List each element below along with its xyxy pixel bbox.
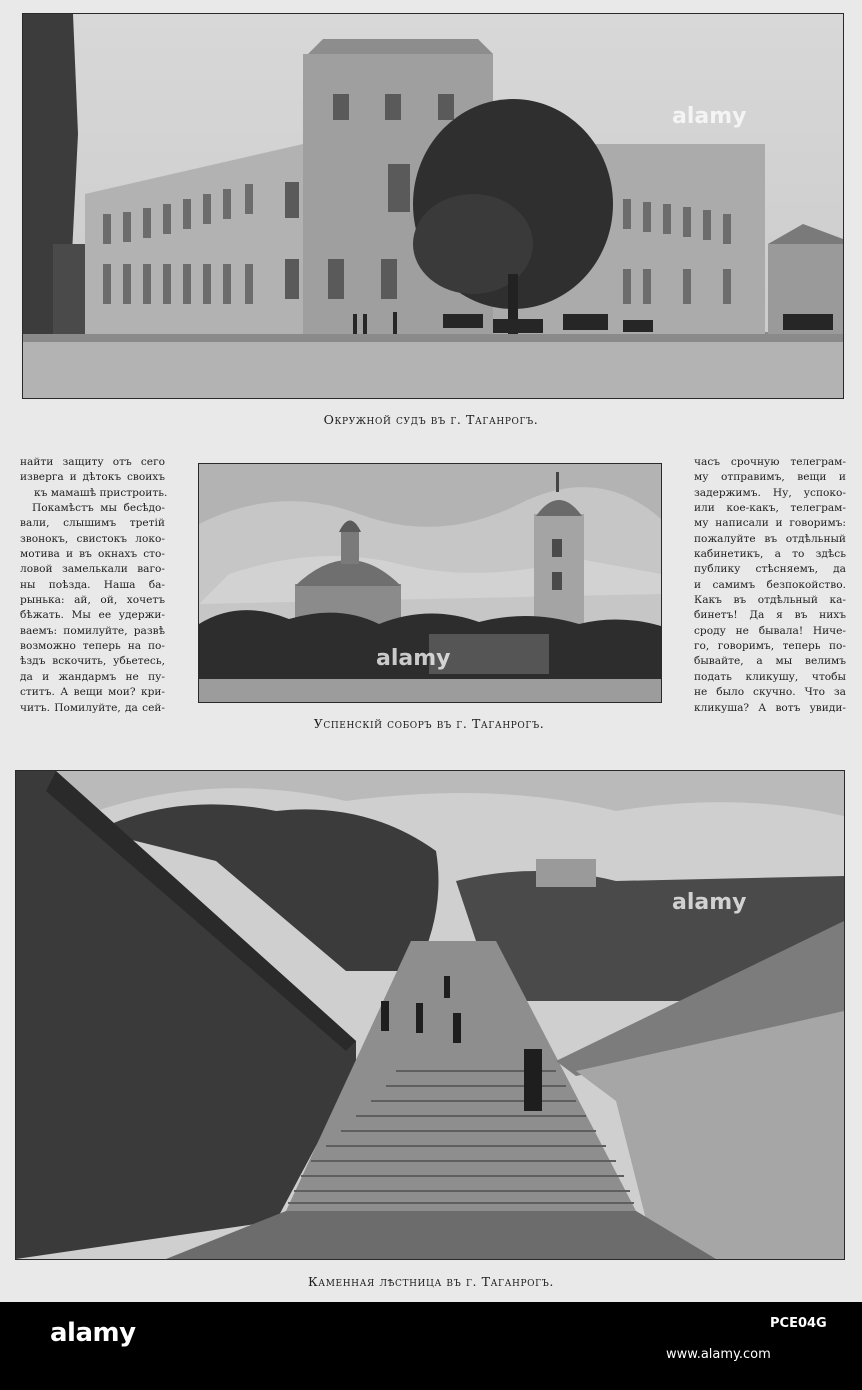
alamy-logo: alamy [50, 1318, 136, 1348]
text-line: публику стѣсняемъ, да [694, 563, 846, 576]
caption-district-court: Окружной судъ въ г. Таганрогъ. [323, 412, 539, 427]
text-line: бывайте, а мы велимъ [694, 655, 846, 668]
image-id: PCE04G [770, 1316, 827, 1331]
text-line: Какъ въ отдѣльный ка- [694, 594, 846, 607]
text-line: да и жандармъ не пу- [20, 670, 165, 683]
text-line: Покамѣстъ мы бесѣдо- [32, 502, 165, 515]
text-line: возможно теперь на по- [20, 640, 165, 653]
text-line: или кое-какъ, телеграм- [694, 502, 846, 515]
photo-stone-staircase [15, 770, 845, 1260]
caption-stone-staircase: Каменная лѣстница въ г. Таганрогъ. [308, 1274, 554, 1289]
text-line: кликуша? А вотъ увиди- [694, 701, 846, 714]
watermark: alamy [672, 104, 747, 129]
watermark: alamy [376, 646, 451, 671]
text-line: го, говоримъ, теперь по- [694, 640, 846, 653]
text-line: сроду не бывала! Ниче- [694, 624, 846, 637]
text-line: бинетъ! Да я въ нихъ [694, 609, 846, 622]
text-line: ваемъ: помилуйте, развѣ [20, 624, 165, 637]
text-line: къ мамашѣ пристроить. [34, 486, 168, 499]
text-line: му написали и говоримъ: [694, 517, 846, 530]
text-line: бѣжать. Мы ее удержи- [20, 609, 165, 622]
caption-assumption-cathedral: Успенскій соборъ въ г. Таганрогъ. [313, 716, 545, 731]
photo-district-court [22, 13, 844, 399]
text-line: ловой замелькали ваго- [20, 563, 165, 576]
text-line: рынька: ай, ой, хочетъ [20, 594, 165, 607]
text-line: и самимъ безпокойство. [694, 578, 846, 591]
text-line: подать кликушу, чтобы [694, 670, 846, 683]
text-line: кабинетикъ, а то здѣсь [694, 548, 846, 561]
text-column-left [20, 455, 168, 716]
text-column-right [694, 455, 846, 716]
text-line: вали, слышимъ третій [20, 517, 165, 530]
text-line: ститъ. А вещи мои? кри- [20, 686, 165, 699]
text-line: ны поѣзда. Наша ба- [20, 578, 165, 591]
text-line: му отправимъ, вещи и [694, 471, 846, 484]
text-line: читъ. Помилуйте, да сей- [20, 701, 165, 714]
text-line: звонокъ, свистокъ локо- [20, 532, 165, 545]
text-line: изверга и дѣтокъ своихъ [20, 471, 165, 484]
text-line: не было скучно. Что за [694, 686, 846, 699]
text-line: часъ срочную телеграм- [694, 456, 846, 468]
text-line: задержимъ. Ну, успоко- [694, 486, 846, 499]
text-line: мотива и въ окнахъ сто- [20, 548, 165, 561]
site-url[interactable]: www.alamy.com [666, 1347, 771, 1362]
watermark: alamy [672, 890, 747, 915]
text-line: найти защиту отъ сего [20, 456, 165, 468]
text-line: ѣздъ вскочить, убьетесь, [20, 655, 165, 668]
text-line: пожалуйте въ отдѣльный [694, 532, 846, 545]
